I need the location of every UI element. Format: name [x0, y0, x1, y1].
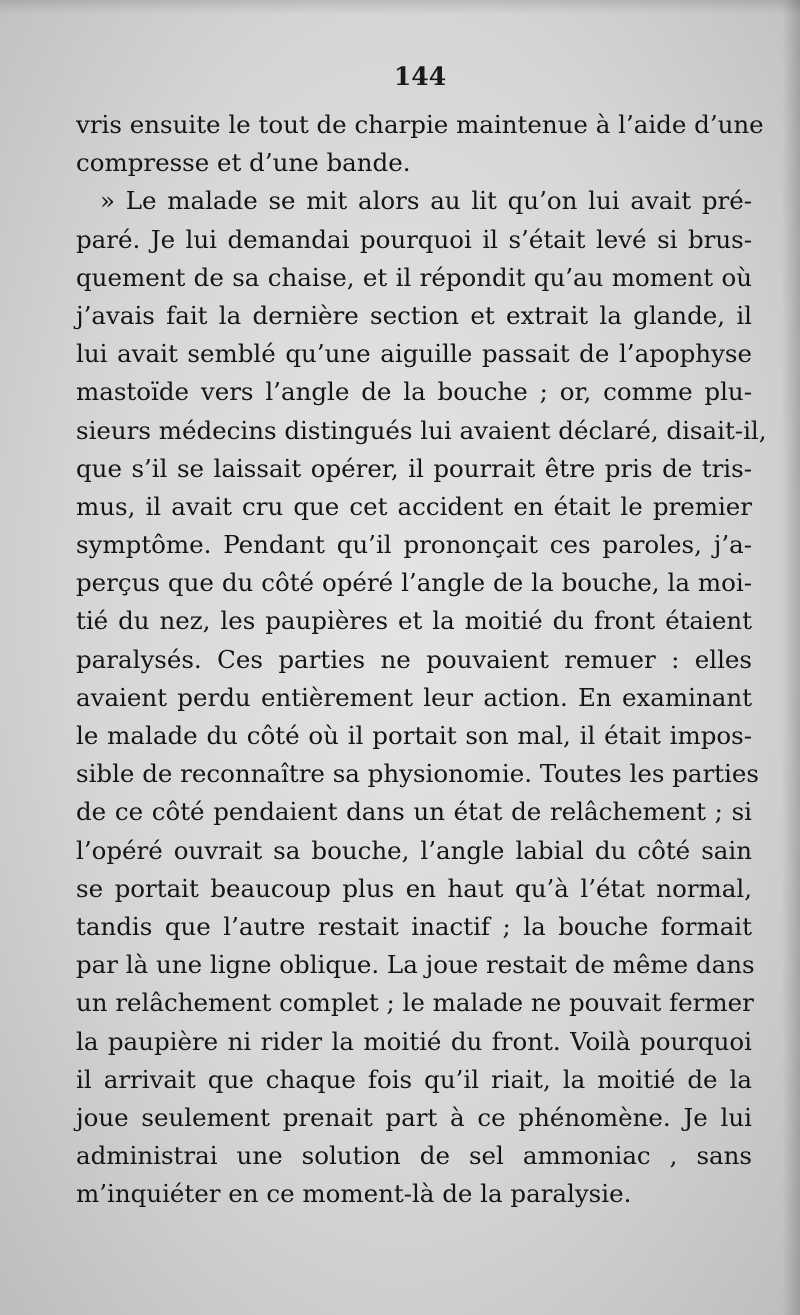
- text-line: perçus que du côté opéré l’angle de la bouche, la moi-: [76, 568, 752, 598]
- text-line: paralysés. Ces parties ne pouvaient remuer : elles: [76, 644, 752, 674]
- text-line: administrai une solution de sel ammoniac , sans: [76, 1141, 752, 1171]
- text-line: symptôme. Pendant qu’il prononçait ces paroles, j’a-: [76, 530, 752, 560]
- text-line: il arrivait que chaque fois qu’il riait, la moitié de la: [76, 1064, 752, 1094]
- text-line: quement de sa chaise, et il répondit qu’au moment où: [76, 262, 752, 292]
- text-line: par là une ligne oblique. La joue restait de même dans: [76, 950, 755, 980]
- text-line: un relâchement complet ; le malade ne pouvait fermer: [76, 988, 754, 1018]
- text-line: compresse et d’une bande.: [76, 148, 411, 178]
- text-line: vris ensuite le tout de charpie maintenue à l’aide d’une: [76, 110, 764, 139]
- text-line: sieurs médecins distingués lui avaient déclaré, disait-il,: [76, 415, 767, 445]
- page-edge-shadow: [782, 0, 800, 1315]
- text-line: se portait beaucoup plus en haut qu’à l’état normal,: [76, 873, 752, 903]
- page-number: 144: [393, 62, 447, 91]
- text-line: joue seulement prenait part à ce phénomène. Je lui: [76, 1102, 752, 1132]
- page-top-shadow: [0, 0, 800, 14]
- text-line: la paupière ni rider la moitié du front. Voilà pourquoi: [76, 1026, 752, 1056]
- text-line: lui avait semblé qu’une aiguille passait de l’apophyse: [76, 339, 752, 369]
- text-line: le malade du côté où il portait son mal, il était impos-: [76, 721, 752, 750]
- text-line: paré. Je lui demandai pourquoi il s’était levé si brus-: [76, 224, 752, 254]
- body-text: [76, 106, 767, 1213]
- text-line: mus, il avait cru que cet accident en était le premier: [76, 491, 752, 521]
- text-line: m’inquiéter en ce moment-là de la paralysie.: [76, 1179, 632, 1209]
- text-line: » Le malade se mit alors au lit qu’on lui avait pré-: [100, 186, 752, 216]
- text-line: l’opéré ouvrait sa bouche, l’angle labial du côté sain: [76, 835, 752, 865]
- text-line: j’avais fait la dernière section et extrait la glande, il: [76, 300, 752, 330]
- text-line: tié du nez, les paupières et la moitié du front étaient: [76, 606, 752, 636]
- text-line: que s’il se laissait opérer, il pourrait être pris de tris-: [76, 453, 752, 483]
- text-line: mastoïde vers l’angle de la bouche ; or, comme plu-: [76, 377, 752, 407]
- text-line: de ce côté pendaient dans un état de relâchement ; si: [76, 797, 752, 827]
- text-line: avaient perdu entièrement leur action. En examinant: [76, 682, 752, 712]
- text-line: tandis que l’autre restait inactif ; la bouche formait: [76, 911, 752, 941]
- text-line: sible de reconnaître sa physionomie. Toutes les parties: [76, 759, 759, 789]
